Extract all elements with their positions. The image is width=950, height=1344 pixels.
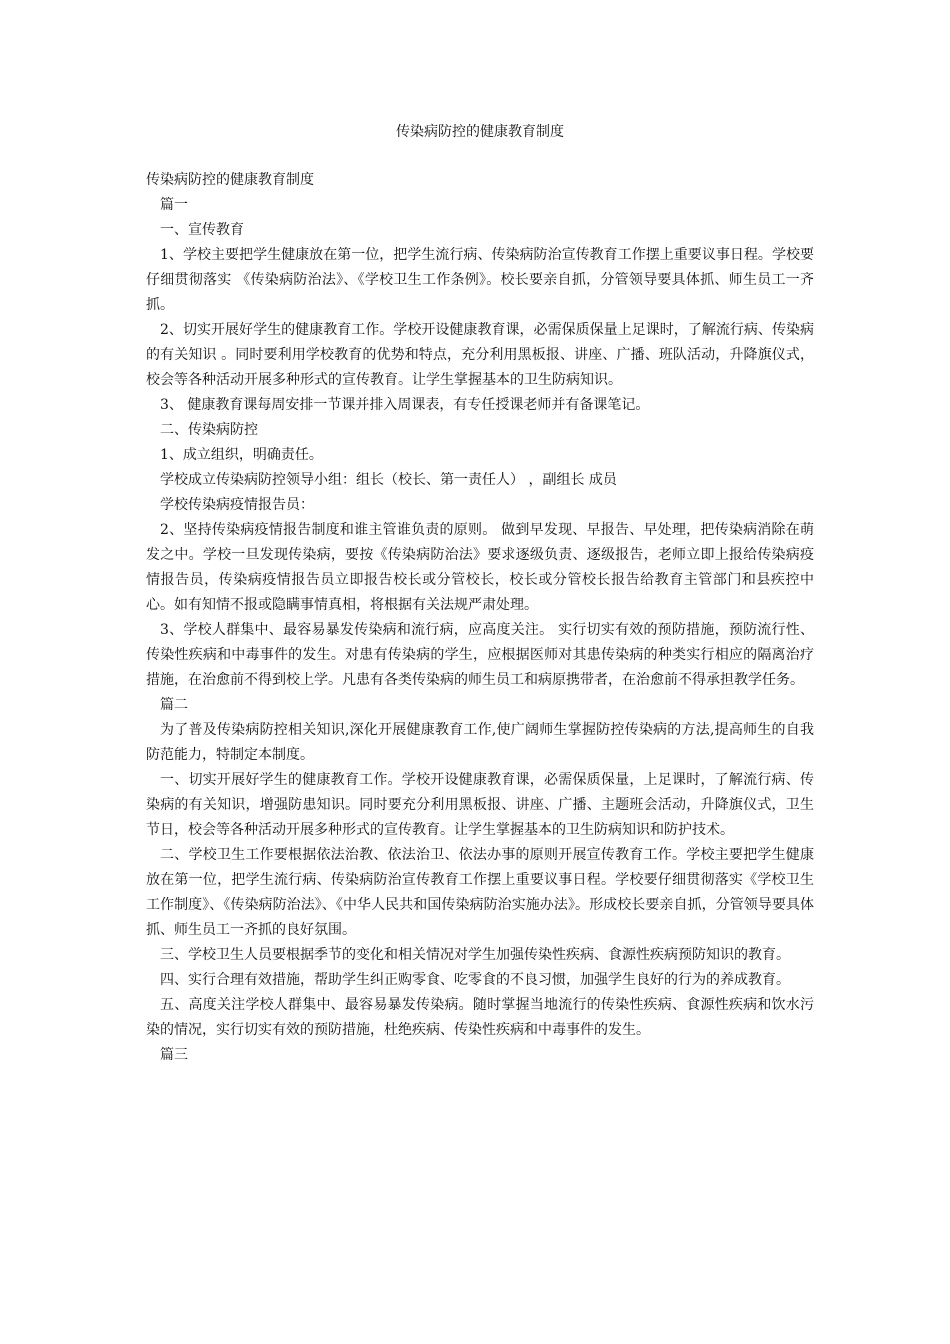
section-heading-prevention: 二、传染病防控: [160, 422, 258, 438]
paragraph: 一、切实开展好学生的健康教育工作。学校开设健康教育课，必需保质保量，上足课时，了解流行病、传染病的有关知识，增强防患知识。同时要充分利用黑板报、讲座、广播、主题班会活动，升降旗仪式，卫生节日，校会等各种活动开展多种形式的宣传教育。让学生掌握基本的卫生防病知识和防护技术。: [146, 772, 814, 838]
paragraph: 1、成立组织，明确责任。: [160, 447, 323, 463]
document-title: 传染病防控的健康教育制度: [396, 124, 564, 140]
paragraph: 三、学校卫生人员要根据季节的变化和相关情况对学生加强传染性疾病、食源性疾病预防知识的教育。: [160, 947, 790, 963]
document-subtitle: 传染病防控的健康教育制度: [146, 172, 314, 188]
paragraph: 2、坚持传染病疫情报告制度和谁主管谁负责的原则。 做到早发现、早报告、早处理，把传染病消除在萌发之中。学校一旦发现传染病，要按《传染病防治法》要求逐级负责、逐级报告，老师立即上报给传染病疫情报告员，传染病疫情报告员立即报告校长或分管校长，校长或分管校长报告给教育主管部门和县疾控中心。如有知情不报或隐瞒事情真相，将根据有关法规严肃处理。: [146, 522, 814, 613]
document-page: [146, 120, 814, 1068]
paragraph: 为了普及传染病防控相关知识,深化开展健康教育工作,使广阔师生掌握防控传染病的方法,提高师生的自我防范能力，特制定本制度。: [146, 722, 814, 763]
section-heading-part-2: 篇二: [160, 697, 188, 713]
paragraph: 学校传染病疫情报告员：: [160, 497, 314, 513]
paragraph: 五、高度关注学校人群集中、最容易暴发传染病。随时掌握当地流行的传染性疾病、食源性疾病和饮水污染的情况，实行切实有效的预防措施，杜绝疾病、传染性疾病和中毒事件的发生。: [146, 997, 814, 1038]
section-heading-publicity: 一、宣传教育: [160, 222, 244, 238]
paragraph: 3、 健康教育课每周安排一节课并排入周课表，有专任授课老师并有备课笔记。: [160, 397, 650, 413]
paragraph: 四、实行合理有效措施，帮助学生纠正购零食、吃零食的不良习惯，加强学生良好的行为的养成教育。: [160, 972, 790, 988]
section-heading-part-3: 篇三: [160, 1047, 188, 1063]
paragraph: 1、学校主要把学生健康放在第一位，把学生流行病、传染病防治宣传教育工作摆上重要议事日程。学校要仔细贯彻落实 《传染病防治法》、《学校卫生工作条例》。校长要亲自抓，分管领导要具体抓、师生员工一齐抓。: [146, 247, 814, 313]
paragraph: 学校成立传染病防控领导小组：组长（校长、第一责任人） ，副组长 成员: [160, 472, 617, 488]
paragraph: 二、学校卫生工作要根据依法治教、依法治卫、依法办事的原则开展宣传教育工作。学校主要把学生健康放在第一位，把学生流行病、传染病防治宣传教育工作摆上重要议事日程。学校要仔细贯彻落实《学校卫生工作制度》、《传染病防治法》、《中华人民共和国传染病防治实施办法》。形成校长要亲自抓，分管领导要具体抓、师生员工一齐抓的良好氛围。: [146, 847, 814, 938]
section-heading-part-1: 篇一: [160, 197, 188, 213]
paragraph: 2、切实开展好学生的健康教育工作。学校开设健康教育课，必需保质保量上足课时，了解流行病、传染病的有关知识 。同时要利用学校教育的优势和特点，充分利用黑板报、讲座、广播、班队活动，升降旗仪式，校会等各种活动开展多种形式的宣传教育。让学生掌握基本的卫生防病知识。: [146, 322, 814, 388]
paragraph: 3、学校人群集中、最容易暴发传染病和流行病，应高度关注。 实行切实有效的预防措施，预防流行性、传染性疾病和中毒事件的发生。对患有传染病的学生，应根据医师对其患传染病的种类实行相应的隔离治疗措施，在治愈前不得到校上学。凡患有各类传染病的师生员工和病原携带者，在治愈前不得承担教学任务。: [146, 622, 814, 688]
